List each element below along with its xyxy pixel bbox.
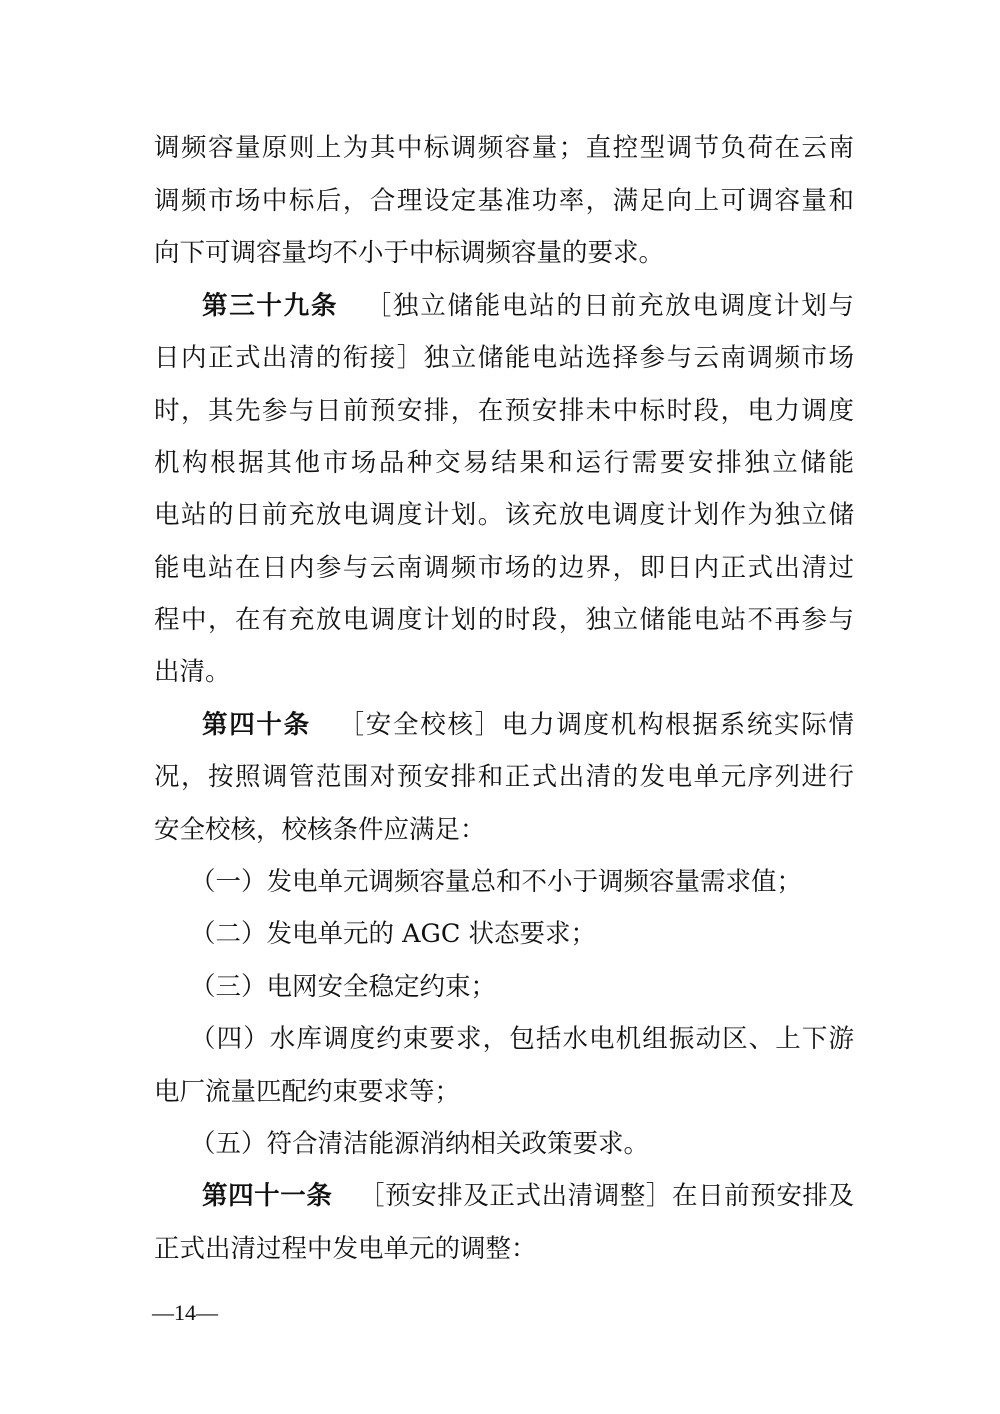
list-item: （二）发电单元的 AGC 状态要求； bbox=[190, 919, 597, 949]
text-span: ［安全校核］电力调度机构根据系统实际情 bbox=[336, 710, 854, 740]
article-first-line bbox=[202, 707, 854, 743]
article-first-line bbox=[202, 288, 854, 324]
text-line: 机构根据其他市场品种交易结果和运行需要安排独立储能 bbox=[154, 448, 854, 478]
list-item: （五）符合清洁能源消纳相关政策要求。 bbox=[190, 1129, 650, 1159]
article-heading: 第四十一条 bbox=[202, 1181, 333, 1211]
article-heading: 第四十条 bbox=[202, 710, 311, 740]
text-span: ［预安排及正式出清调整］在日前预安排及 bbox=[358, 1181, 854, 1211]
article-heading: 第三十九条 bbox=[202, 291, 339, 321]
text-line: 正式出清过程中发电单元的调整： bbox=[154, 1234, 537, 1264]
text-line: 安全校核，校核条件应满足： bbox=[154, 815, 486, 845]
text-line: 出清。 bbox=[154, 657, 231, 687]
list-item: （一）发电单元调频容量总和不小于调频容量需求值； bbox=[190, 867, 803, 897]
text-line: 能电站在日内参与云南调频市场的边界，即日内正式出清过 bbox=[154, 553, 854, 583]
text-line: 程中，在有充放电调度计划的时段，独立储能电站不再参与 bbox=[154, 605, 854, 635]
text-line: 时，其先参与日前预安排，在预安排未中标时段，电力调度 bbox=[154, 396, 854, 426]
page-number: —14— bbox=[152, 1300, 218, 1325]
text-line: 调频容量原则上为其中标调频容量；直控型调节负荷在云南 bbox=[154, 133, 854, 163]
text-span: ［独立储能电站的日前充放电调度计划与 bbox=[364, 291, 854, 321]
text-line: 调频市场中标后，合理设定基准功率，满足向上可调容量和 bbox=[154, 186, 854, 216]
text-line: 电站的日前充放电调度计划。该充放电调度计划作为独立储 bbox=[154, 500, 854, 530]
article-first-line bbox=[202, 1178, 854, 1214]
text-line: 日内正式出清的衔接］独立储能电站选择参与云南调频市场 bbox=[154, 343, 854, 373]
list-item: （三）电网安全稳定约束； bbox=[190, 972, 497, 1002]
list-item: （四）水库调度约束要求，包括水电机组振动区、上下游 bbox=[190, 1024, 854, 1054]
text-line: 电厂流量匹配约束要求等； bbox=[154, 1077, 461, 1107]
text-line: 况，按照调管范围对预安排和正式出清的发电单元序列进行 bbox=[154, 762, 854, 792]
text-line: 向下可调容量均不小于中标调频容量的要求。 bbox=[154, 238, 665, 268]
